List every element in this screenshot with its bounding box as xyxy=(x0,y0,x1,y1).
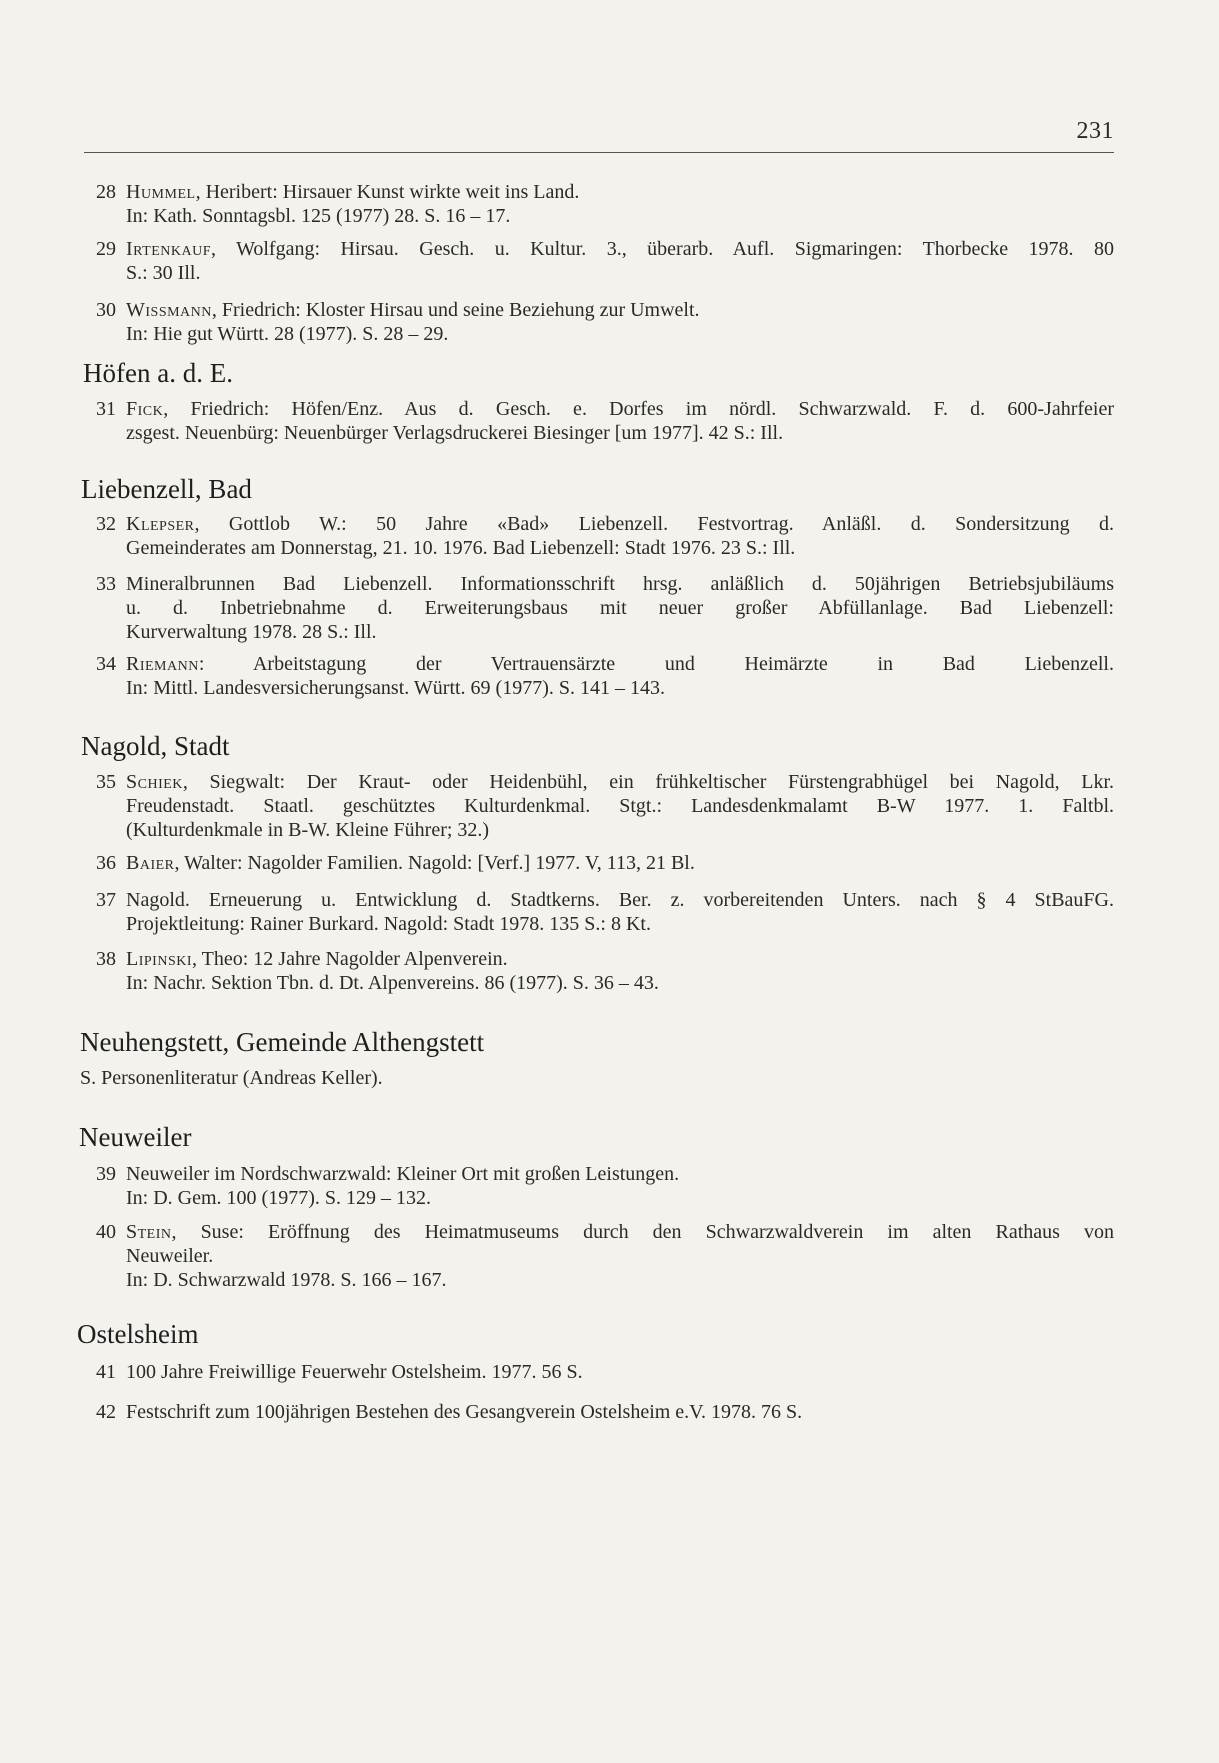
entry-line: Schiek, Siegwalt: Der Kraut- oder Heidenbühl, ein frühkeltischer Fürstengrabhügel bei Nagold, Lkr. xyxy=(126,771,1114,793)
entry-number: 31 xyxy=(96,398,116,420)
section-title: Ostelsheim xyxy=(77,1319,199,1349)
bibliography-entry xyxy=(80,397,1114,445)
bibliography-entry xyxy=(80,851,1114,875)
bibliography-entry xyxy=(80,1400,1114,1424)
entry-line: Hummel, Heribert: Hirsauer Kunst wirkte weit ins Land. xyxy=(126,181,580,203)
author-name: Riemann xyxy=(126,653,199,675)
entry-number: 30 xyxy=(96,299,116,321)
entry-number: 41 xyxy=(96,1361,116,1383)
entry-line: Projektleitung: Rainer Burkard. Nagold: Stadt 1978. 135 S.: 8 Kt. xyxy=(126,913,651,935)
entry-number: 40 xyxy=(96,1221,116,1243)
author-name: Wissmann xyxy=(126,299,212,321)
entry-line: Kurverwaltung 1978. 28 S.: Ill. xyxy=(126,621,377,643)
entry-number: 28 xyxy=(96,181,116,203)
entry-line: Freudenstadt. Staatl. geschütztes Kulturdenkmal. Stgt.: Landesdenkmalamt B-W 1977. 1. Faltbl. xyxy=(126,795,1114,817)
entry-number: 29 xyxy=(96,238,116,260)
entry-line: zsgest. Neuenbürg: Neuenbürger Verlagsdruckerei Biesinger [um 1977]. 42 S.: Ill. xyxy=(126,422,784,444)
entry-line: Neuweiler. xyxy=(126,1245,214,1267)
entry-line: Festschrift zum 100jährigen Bestehen des Gesangverein Ostelsheim e.V. 1978. 76 S. xyxy=(126,1401,803,1423)
header-rule xyxy=(84,152,1114,153)
section-title: Neuweiler xyxy=(79,1122,192,1152)
bibliography-entry xyxy=(80,180,1114,228)
bibliography-entry xyxy=(80,1220,1114,1292)
entry-number: 36 xyxy=(96,852,116,874)
bibliography-entry xyxy=(80,237,1114,285)
bibliography-entry xyxy=(80,512,1114,560)
entry-line: Stein, Suse: Eröffnung des Heimatmuseums durch den Schwarzwaldverein im alten Rathaus von xyxy=(126,1221,1114,1243)
bibliography-entry xyxy=(80,947,1114,995)
entry-line: In: D. Schwarzwald 1978. S. 166 – 167. xyxy=(126,1269,447,1291)
author-name: Hummel xyxy=(126,181,196,203)
entry-line: In: Hie gut Württ. 28 (1977). S. 28 – 29. xyxy=(126,323,449,345)
bibliography-entry xyxy=(80,652,1114,700)
entry-line: In: D. Gem. 100 (1977). S. 129 – 132. xyxy=(126,1187,431,1209)
entry-number: 34 xyxy=(96,653,116,675)
entry-line: Nagold. Erneuerung u. Entwicklung d. Stadtkerns. Ber. z. vorbereitenden Unters. nach § 4 StBauFG. xyxy=(126,889,1114,911)
author-name: Schiek xyxy=(126,771,183,793)
entry-line: Wissmann, Friedrich: Kloster Hirsau und seine Beziehung zur Umwelt. xyxy=(126,299,700,321)
entry-line: Fick, Friedrich: Höfen/Enz. Aus d. Gesch. e. Dorfes im nördl. Schwarzwald. F. d. 600-Jahrfeier xyxy=(126,398,1114,420)
entry-line: In: Nachr. Sektion Tbn. d. Dt. Alpenvereins. 86 (1977). S. 36 – 43. xyxy=(126,972,659,994)
section-title: Nagold, Stadt xyxy=(81,731,230,761)
entry-line: u. d. Inbetriebnahme d. Erweiterungsbaus mit neuer großer Abfüllanlage. Bad Liebenzell: xyxy=(126,597,1114,619)
entry-line: In: Kath. Sonntagsbl. 125 (1977) 28. S. 16 – 17. xyxy=(126,205,511,227)
section-title: Höfen a. d. E. xyxy=(83,358,233,388)
entry-number: 37 xyxy=(96,889,116,911)
author-name: Baier xyxy=(126,852,175,874)
entry-line: In: Mittl. Landesversicherungsanst. Württ. 69 (1977). S. 141 – 143. xyxy=(126,677,666,699)
entry-line: Neuweiler im Nordschwarzwald: Kleiner Ort mit großen Leistungen. xyxy=(126,1163,680,1185)
bibliography-entry xyxy=(80,298,1114,346)
entry-number: 39 xyxy=(96,1163,116,1185)
entry-line: 100 Jahre Freiwillige Feuerwehr Ostelsheim. 1977. 56 S. xyxy=(126,1361,583,1383)
bibliography-entry xyxy=(80,888,1114,936)
section-note: S. Personenliteratur (Andreas Keller). xyxy=(80,1067,383,1089)
author-name: Klepser xyxy=(126,513,195,535)
section-title: Liebenzell, Bad xyxy=(81,474,252,504)
entry-line: (Kulturdenkmale in B-W. Kleine Führer; 32.) xyxy=(126,819,490,841)
author-name: Fick xyxy=(126,398,164,420)
entry-number: 32 xyxy=(96,513,116,535)
entry-line: Mineralbrunnen Bad Liebenzell. Informationsschrift hrsg. anläßlich d. 50jährigen Betriebsjubiläums xyxy=(126,573,1114,595)
entry-line: Lipinski, Theo: 12 Jahre Nagolder Alpenverein. xyxy=(126,948,508,970)
entry-line: S.: 30 Ill. xyxy=(126,262,201,284)
entry-line: Baier, Walter: Nagolder Familien. Nagold: [Verf.] 1977. V, 113, 21 Bl. xyxy=(126,852,695,874)
bibliography-entry xyxy=(80,770,1114,842)
page-number: 231 xyxy=(1076,118,1114,144)
entry-number: 38 xyxy=(96,948,116,970)
entry-line: Riemann: Arbeitstagung der Vertrauensärzte und Heimärzte in Bad Liebenzell. xyxy=(126,653,1114,675)
entry-line: Irtenkauf, Wolfgang: Hirsau. Gesch. u. Kultur. 3., überarb. Aufl. Sigmaringen: Thorbecke 1978. 80 xyxy=(126,238,1114,260)
section-title: Neuhengstett, Gemeinde Althengstett xyxy=(80,1027,485,1057)
entry-number: 33 xyxy=(96,573,116,595)
bibliography-entry xyxy=(80,1360,1114,1384)
bibliography-entry xyxy=(80,572,1114,644)
entry-number: 42 xyxy=(96,1401,116,1423)
author-name: Stein xyxy=(126,1221,172,1243)
bibliography-entry xyxy=(80,1162,1114,1210)
entry-number: 35 xyxy=(96,771,116,793)
author-name: Irtenkauf xyxy=(126,238,211,260)
author-name: Lipinski xyxy=(126,948,192,970)
entry-line: Klepser, Gottlob W.: 50 Jahre «Bad» Liebenzell. Festvortrag. Anläßl. d. Sondersitzung d. xyxy=(126,513,1114,535)
entry-line: Gemeinderates am Donnerstag, 21. 10. 1976. Bad Liebenzell: Stadt 1976. 23 S.: Ill. xyxy=(126,537,796,559)
